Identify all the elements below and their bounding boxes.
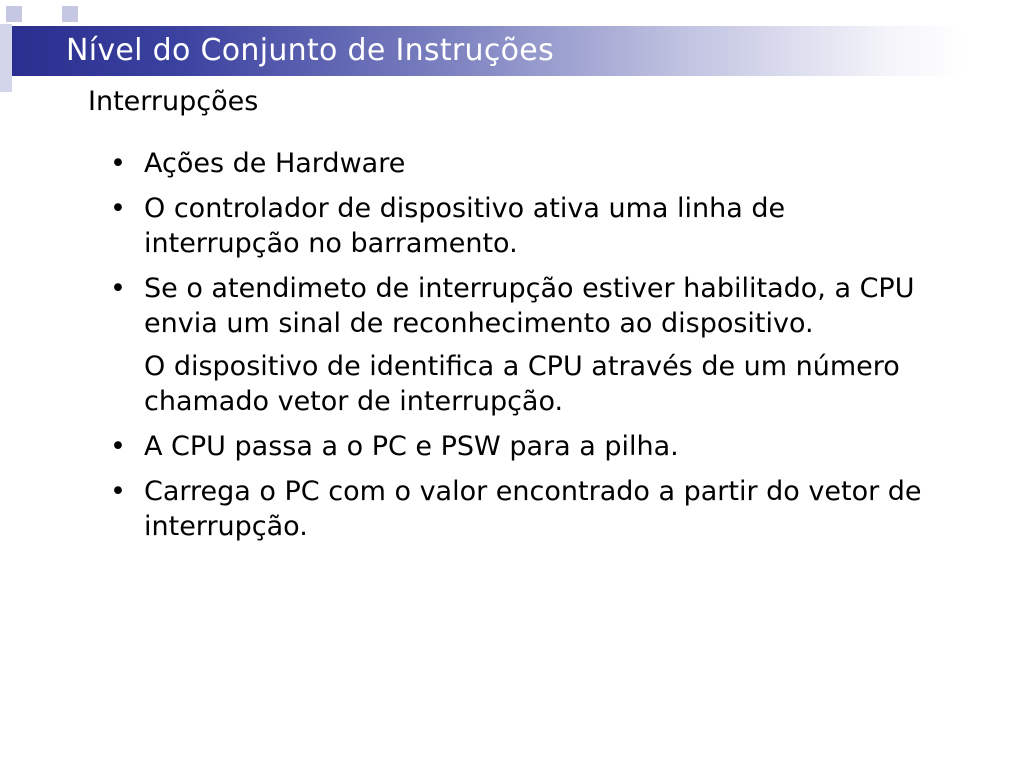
list-item-text: O controlador de dispositivo ativa uma linha de interrupção no barramento. — [144, 193, 786, 259]
list-item — [108, 146, 928, 181]
list-item-text: A CPU passa a o PC e PSW para a pilha. — [144, 431, 679, 462]
slide-subtitle: Interrupções — [88, 86, 259, 117]
bullet-list — [108, 146, 928, 554]
decorative-square — [62, 6, 78, 22]
list-item-text: O dispositivo de identifica a CPU através de um número chamado vetor de interrupção. — [144, 351, 900, 417]
list-item — [108, 191, 928, 261]
list-item-continuation — [108, 349, 928, 419]
decorative-bar — [0, 24, 12, 92]
list-item — [108, 429, 928, 464]
bullet-marker: • — [110, 431, 126, 462]
bullet-marker: • — [110, 273, 126, 304]
bullet-marker: • — [110, 148, 126, 179]
list-item-text: Carrega o PC com o valor encontrado a partir do vetor de interrupção. — [144, 476, 922, 542]
list-item-text: Se o atendimeto de interrupção estiver habilitado, a CPU envia um sinal de reconhecimento ao dispositivo. — [144, 273, 915, 339]
list-item — [108, 474, 928, 544]
decorative-square — [6, 6, 22, 22]
list-item-text: Ações de Hardware — [144, 148, 406, 179]
list-item — [108, 271, 928, 341]
bullet-marker: • — [110, 193, 126, 224]
slide-title: Nível do Conjunto de Instruções — [66, 33, 554, 68]
bullet-marker: • — [110, 476, 126, 507]
